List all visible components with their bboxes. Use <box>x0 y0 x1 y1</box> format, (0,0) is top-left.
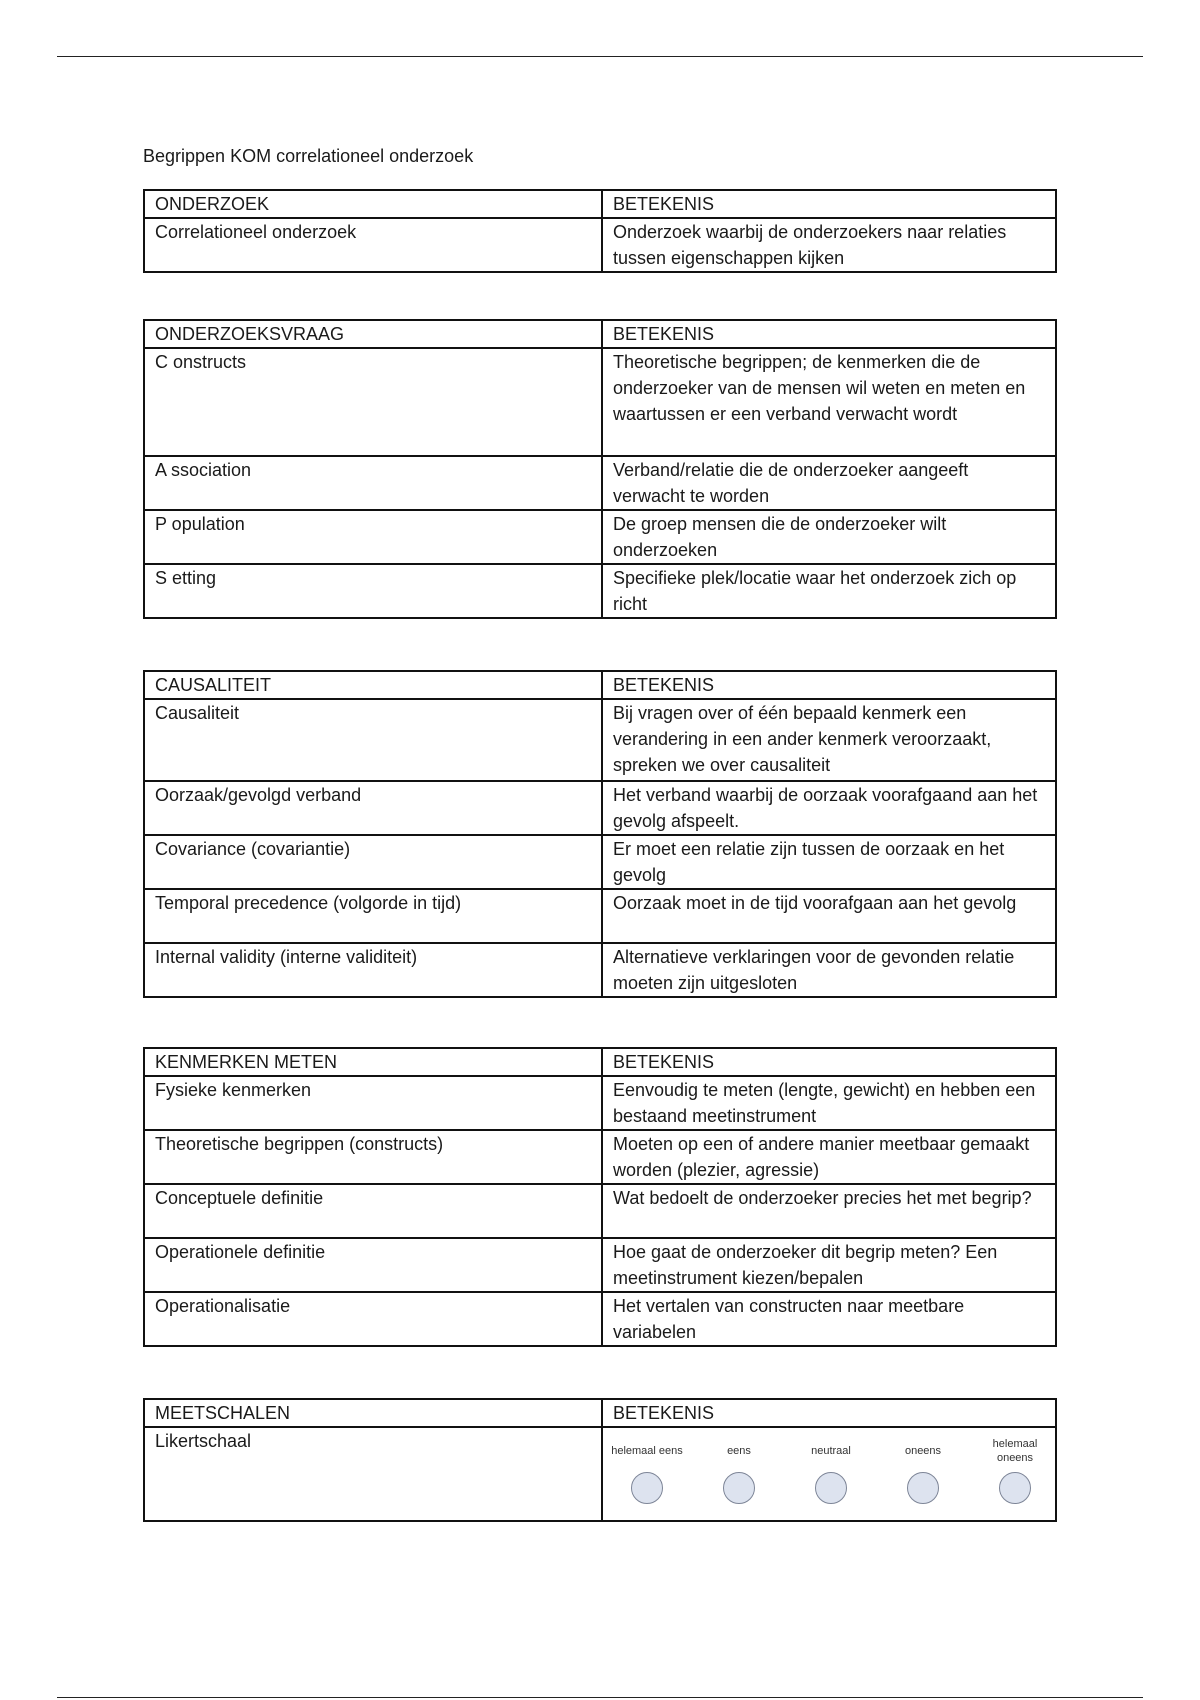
likert-radio[interactable] <box>907 1472 939 1504</box>
table-meetschalen <box>143 1398 1057 1522</box>
likert-radio[interactable] <box>815 1472 847 1504</box>
likert-scale <box>603 1428 1055 1516</box>
likert-option <box>795 1436 867 1504</box>
likert-option <box>611 1436 683 1504</box>
definition-cell: Er moet een relatie zijn tussen de oorzaak en het gevolg <box>602 835 1056 889</box>
table-row <box>144 510 1056 564</box>
table-row <box>144 1076 1056 1130</box>
term-cell: Fysieke kenmerken <box>144 1076 602 1130</box>
definition-cell: Onderzoek waarbij de onderzoekers naar relaties tussen eigenschappen kijken <box>602 218 1056 272</box>
definition-cell: Bij vragen over of één bepaald kenmerk een verandering in een ander kenmerk veroorzaakt, spreken we over causaliteit <box>602 699 1056 781</box>
table-row <box>144 1292 1056 1346</box>
likert-radio[interactable] <box>999 1472 1031 1504</box>
term-cell: Operationalisatie <box>144 1292 602 1346</box>
likert-radio[interactable] <box>723 1472 755 1504</box>
table-header-row <box>144 1399 1056 1427</box>
term-cell: Oorzaak/gevolgd verband <box>144 781 602 835</box>
table-row <box>144 835 1056 889</box>
term-cell: Likertschaal <box>144 1427 602 1521</box>
likert-radio[interactable] <box>631 1472 663 1504</box>
term-cell: Causaliteit <box>144 699 602 781</box>
definition-cell: Het verband waarbij de oorzaak voorafgaand aan het gevolg afspeelt. <box>602 781 1056 835</box>
table-row <box>144 1130 1056 1184</box>
definition-cell: Moeten op een of andere manier meetbaar gemaakt worden (plezier, agressie) <box>602 1130 1056 1184</box>
likert-option-label: helemaal oneens <box>992 1438 1038 1464</box>
table-header-row <box>144 671 1056 699</box>
definition-cell: Het vertalen van constructen naar meetbare variabelen <box>602 1292 1056 1346</box>
term-cell: Correlationeel onderzoek <box>144 218 602 272</box>
header-cell: CAUSALITEIT <box>144 671 602 699</box>
table-row <box>144 564 1056 618</box>
header-cell: BETEKENIS <box>602 1048 1056 1076</box>
definition-cell: De groep mensen die de onderzoeker wilt onderzoeken <box>602 510 1056 564</box>
table-row <box>144 456 1056 510</box>
definition-cell: Specifieke plek/locatie waar het onderzoek zich op richt <box>602 564 1056 618</box>
definition-cell: Oorzaak moet in de tijd voorafgaan aan het gevolg <box>602 889 1056 943</box>
likert-option-label: helemaal eens <box>611 1445 683 1457</box>
term-cell: Theoretische begrippen (constructs) <box>144 1130 602 1184</box>
table-row <box>144 1184 1056 1238</box>
table-onderzoek <box>143 189 1057 273</box>
table-row <box>144 943 1056 997</box>
table-onderzoeksvraag <box>143 319 1057 619</box>
term-cell: P opulation <box>144 510 602 564</box>
header-cell: BETEKENIS <box>602 190 1056 218</box>
table-header-row <box>144 320 1056 348</box>
header-cell: MEETSCHALEN <box>144 1399 602 1427</box>
table-row <box>144 889 1056 943</box>
page-title: Begrippen KOM correlationeel onderzoek <box>143 146 474 166</box>
header-cell: BETEKENIS <box>602 1399 1056 1427</box>
definition-cell: Hoe gaat de onderzoeker dit begrip meten? Een meetinstrument kiezen/bepalen <box>602 1238 1056 1292</box>
term-cell: Covariance (covariantie) <box>144 835 602 889</box>
likert-option-label: oneens <box>904 1445 942 1457</box>
term-cell: Operationele definitie <box>144 1238 602 1292</box>
table-row <box>144 1427 1056 1521</box>
table-kenmerken-meten <box>143 1047 1057 1347</box>
header-cell: ONDERZOEK <box>144 190 602 218</box>
term-cell: A ssociation <box>144 456 602 510</box>
table-row <box>144 699 1056 781</box>
term-cell: Internal validity (interne validiteit) <box>144 943 602 997</box>
likert-option <box>887 1436 959 1504</box>
definition-cell: Theoretische begrippen; de kenmerken die de onderzoeker van de mensen wil weten en meten en waartussen er een verband verwacht wordt <box>602 348 1056 456</box>
header-cell: BETEKENIS <box>602 320 1056 348</box>
definition-cell: Verband/relatie die de onderzoeker aangeeft verwacht te worden <box>602 456 1056 510</box>
header-cell: KENMERKEN METEN <box>144 1048 602 1076</box>
term-cell: C onstructs <box>144 348 602 456</box>
header-cell: ONDERZOEKSVRAAG <box>144 320 602 348</box>
definition-cell: Alternatieve verklaringen voor de gevonden relatie moeten zijn uitgesloten <box>602 943 1056 997</box>
likert-option <box>703 1436 775 1504</box>
table-header-row <box>144 1048 1056 1076</box>
likert-option <box>979 1436 1051 1504</box>
table-causaliteit <box>143 670 1057 998</box>
table-row <box>144 218 1056 272</box>
table-header-row <box>144 190 1056 218</box>
term-cell: Conceptuele definitie <box>144 1184 602 1238</box>
table-row <box>144 781 1056 835</box>
term-cell: S etting <box>144 564 602 618</box>
top-rule <box>57 56 1143 57</box>
table-row <box>144 348 1056 456</box>
header-cell: BETEKENIS <box>602 671 1056 699</box>
bottom-rule <box>57 1697 1143 1698</box>
definition-cell: Wat bedoelt de onderzoeker precies het met begrip? <box>602 1184 1056 1238</box>
definition-cell: Eenvoudig te meten (lengte, gewicht) en hebben een bestaand meetinstrument <box>602 1076 1056 1130</box>
likert-option-label: neutraal <box>811 1445 851 1457</box>
likert-option-label: eens <box>727 1445 751 1457</box>
term-cell: Temporal precedence (volgorde in tijd) <box>144 889 602 943</box>
table-row <box>144 1238 1056 1292</box>
likert-scale-cell <box>602 1427 1056 1521</box>
